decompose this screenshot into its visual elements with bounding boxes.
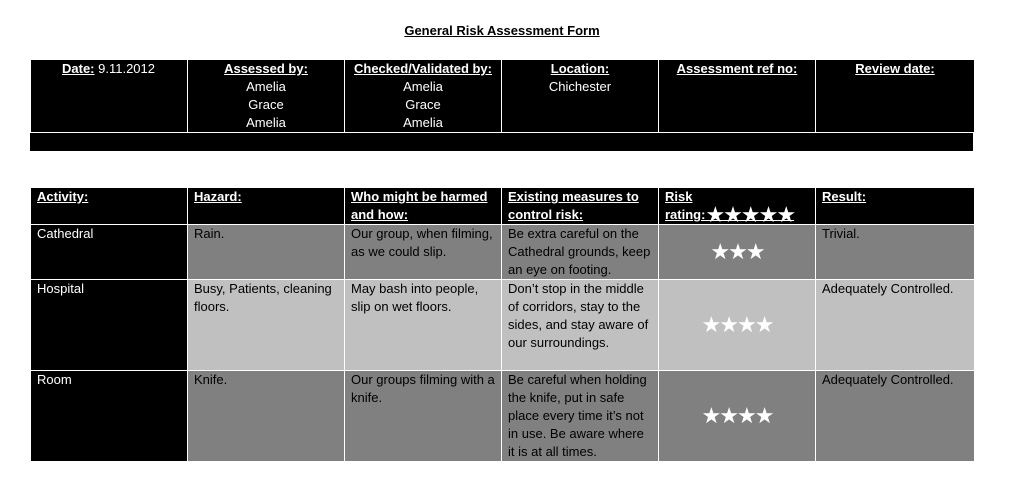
hazard-cell: Busy, Patients, cleaning floors. [188,280,345,371]
assessment-ref-label: Assessment ref no: [676,61,798,76]
result-cell: Trivial. [816,225,975,280]
location-value: Chichester [548,79,612,94]
assessed-by-name: Amelia [246,79,286,94]
col-hazard: Hazard: [188,188,345,225]
col-measures: Existing measures to control risk: [502,188,659,225]
risk-table [30,187,975,462]
header-table [30,59,975,133]
col-result: Result: [816,188,975,225]
col-rating [659,188,816,225]
risk-rating-stars-icon: ★★★ [659,225,816,280]
result-cell: Adequately Controlled. [816,371,975,462]
table-row [31,280,975,371]
form-title: General Risk Assessment Form [404,23,600,38]
review-date-cell [816,60,975,133]
location-cell [502,60,659,133]
who-cell: Our groups filming with a knife. [345,371,502,462]
who-cell: May bash into people, slip on wet floors. [345,280,502,371]
date-label: Date: [62,61,95,76]
activity-cell: Room [31,371,188,462]
location-label: Location: [550,61,610,76]
review-date-label: Review date: [855,61,935,76]
assessed-by-name: Grace [248,97,284,112]
col-rating-label: Risk rating: [665,189,706,222]
checked-by-name: Amelia [403,115,443,130]
date-cell [31,60,188,133]
activity-cell: Hospital [31,280,188,371]
rating-stars-icon: ★★★★★ [705,202,795,227]
risk-rating-stars-icon: ★★★★ [659,371,816,462]
measures-cell: Be extra careful on the Cathedral grounds, keep an eye on footing. [502,225,659,280]
checked-by-cell [345,60,502,133]
checked-by-label: Checked/Validated by: [354,61,492,76]
col-activity: Activity: [31,188,188,225]
assessed-by-name: Amelia [246,115,286,130]
activity-cell: Cathedral [31,225,188,280]
date-value: 9.11.2012 [94,61,155,76]
table-row [31,225,975,280]
hazard-cell: Rain. [188,225,345,280]
divider-bar [30,133,973,151]
measures-cell: Don’t stop in the middle of corridors, stay to the sides, and stay aware of our surroundings. [502,280,659,371]
assessment-ref-cell [659,60,816,133]
who-cell: Our group, when filming, as we could slip. [345,225,502,280]
measures-cell: Be careful when holding the knife, put in safe place every time it’s not in use. Be aware where it is at all times. [502,371,659,462]
checked-by-name: Grace [405,97,441,112]
table-header-row [31,188,975,225]
assessed-by-label: Assessed by: [224,61,308,76]
table-row [31,371,975,462]
result-cell: Adequately Controlled. [816,280,975,371]
col-who: Who might be harmed and how: [345,188,502,225]
checked-by-name: Amelia [403,79,443,94]
risk-rating-stars-icon: ★★★★ [659,280,816,371]
hazard-cell: Knife. [188,371,345,462]
assessed-by-cell [188,60,345,133]
